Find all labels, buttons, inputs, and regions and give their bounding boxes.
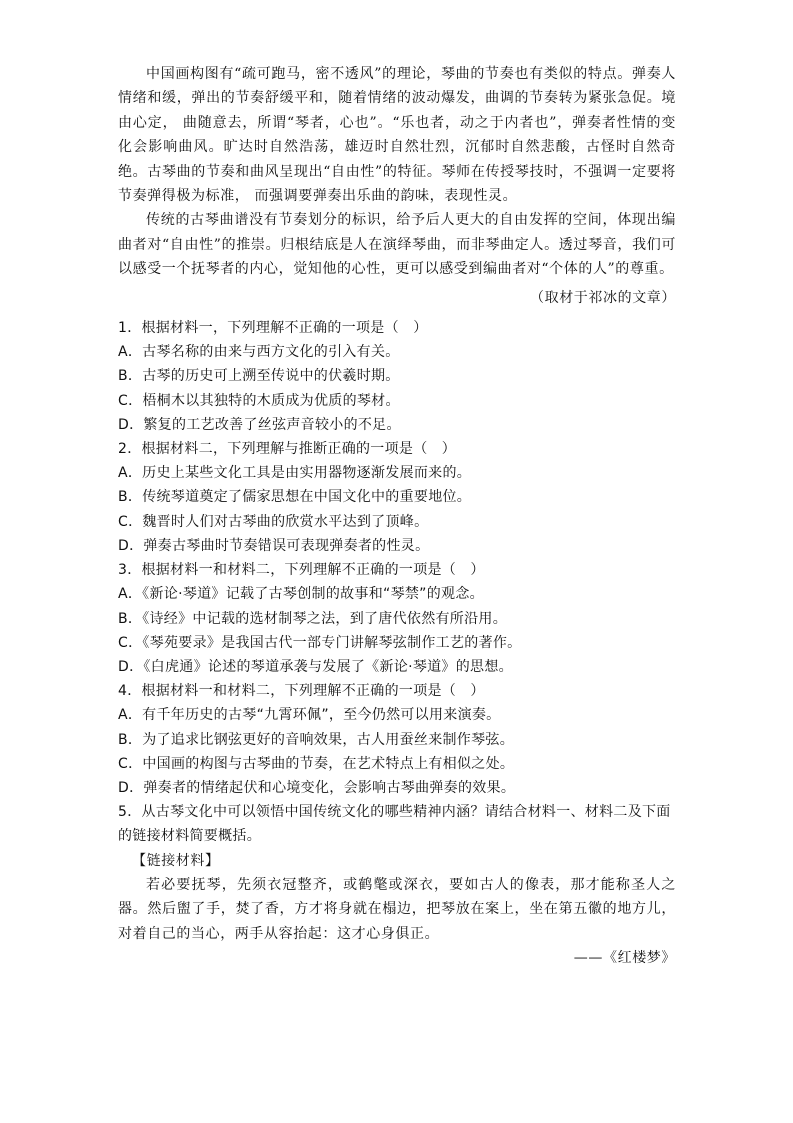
question-2: [118, 437, 676, 558]
option-c: C．中国画的构图与古琴曲的节奏，在艺术特点上有相似之处。: [118, 755, 515, 772]
option-c: C．《琴苑要录》是我国古代一部专门讲解琴弦制作工艺的著作。: [118, 634, 522, 651]
question-5: [118, 800, 676, 848]
option-a: A．有千年历史的古琴“九霄环佩”，至今仍然可以用来演奏。: [118, 707, 501, 724]
question-options: [118, 461, 676, 558]
questions-section: [118, 316, 676, 848]
question-stem: 3．根据材料一和材料二，下列理解不正确的一项是（ ）: [118, 562, 485, 579]
link-material-attribution: ——《红楼梦》: [573, 950, 676, 967]
question-4: [118, 679, 676, 800]
option-d: D．《白虎通》论述的琴道承袭与发展了《新论·琴道》的思想。: [118, 658, 513, 675]
option-b: B．《诗经》中记载的选材制琴之法，到了唐代依然有所沿用。: [118, 610, 508, 627]
passage: [118, 62, 676, 310]
option-d: D．繁复的工艺改善了丝弦声音较小的不足。: [118, 416, 401, 433]
option-a: A．古琴名称的由来与西方文化的引入有关。: [118, 344, 400, 361]
link-material-text: 若必要抚琴，先须衣冠整齐，或鹤氅或深衣，要如古人的像表，那才能称圣人之器。然后盥了手，焚了香，方才将身就在榻边，把琴放在案上，坐在第五徽的地方儿，对着自己的当心，两手从容抬起：这才心身俱正。: [118, 876, 676, 942]
option-b: B．传统琴道奠定了儒家思想在中国文化中的重要地位。: [118, 489, 472, 506]
question-stem: 5．从古琴文化中可以领悟中国传统文化的哪些精神内涵？请结合材料一、材料二及下面的链接材料简要概括。: [118, 804, 671, 845]
passage-paragraph-2: 传统的古琴曲谱没有节奏划分的标识，给予后人更大的自由发挥的空间，体现出编曲者对“自由性”的推崇。归根结底是人在演绎琴曲，而非琴曲定人。透过琴音，我们可以感受一个抚琴者的内心，觉知他的心性，更可以感受到编曲者对“个体的人”的尊重。: [118, 212, 676, 278]
question-stem: 1．根据材料一，下列理解不正确的一项是（ ）: [118, 320, 428, 337]
question-3: [118, 558, 676, 679]
option-d: D．弹奏古琴曲时节奏错误可表现弹奏者的性灵。: [118, 537, 430, 554]
question-options: [118, 582, 676, 679]
option-a: A．《新论·琴道》记载了古琴创制的故事和“琴禁”的观念。: [118, 586, 484, 603]
question-stem: 4．根据材料一和材料二，下列理解不正确的一项是（ ）: [118, 683, 485, 700]
link-material-title: 【链接材料】: [132, 852, 220, 869]
option-b: B．为了追求比钢弦更好的音响效果，古人用蚕丝来制作琴弦。: [118, 731, 515, 748]
option-b: B．古琴的历史可上溯至传说中的伏羲时期。: [118, 368, 400, 385]
passage-source: （取材于祁冰的文章）: [530, 289, 676, 306]
question-1: [118, 316, 676, 437]
document-page: [118, 62, 676, 971]
question-options: [118, 703, 676, 800]
passage-paragraph-1: 中国画构图有“疏可跑马，密不透风”的理论，琴曲的节奏也有类似的特点。弹奏人情绪和缓，弹出的节奏舒缓平和，随着情绪的波动爆发，曲调的节奏转为紧张急促。境由心定， 曲随意去，所谓“琴者，心也”。“乐也者，动之于内者也”，弹奏者性情的变化会影响曲风。旷达时自然浩荡，雄迈时自然壮烈，沉郁时自然悲酸，古怪时自然奇绝。古琴曲的节奏和曲风呈现出“自由性”的特征。琴师在传授琴技时，不强调一定要将节奏弹得极为标准， 而强调要弹奏出乐曲的韵味，表现性灵。: [118, 66, 676, 205]
option-c: C．梧桐木以其独特的木质成为优质的琴材。: [118, 392, 400, 409]
option-c: C．魏晋时人们对古琴曲的欣赏水平达到了顶峰。: [118, 513, 429, 530]
question-stem: 2．根据材料二，下列理解与推断正确的一项是（ ）: [118, 441, 457, 458]
link-material: [118, 849, 676, 971]
option-d: D．弹奏者的情绪起伏和心境变化，会影响古琴曲弹奏的效果。: [118, 779, 516, 796]
question-options: [118, 340, 676, 437]
option-a: A．历史上某些文化工具是由实用器物逐渐发展而来的。: [118, 465, 472, 482]
